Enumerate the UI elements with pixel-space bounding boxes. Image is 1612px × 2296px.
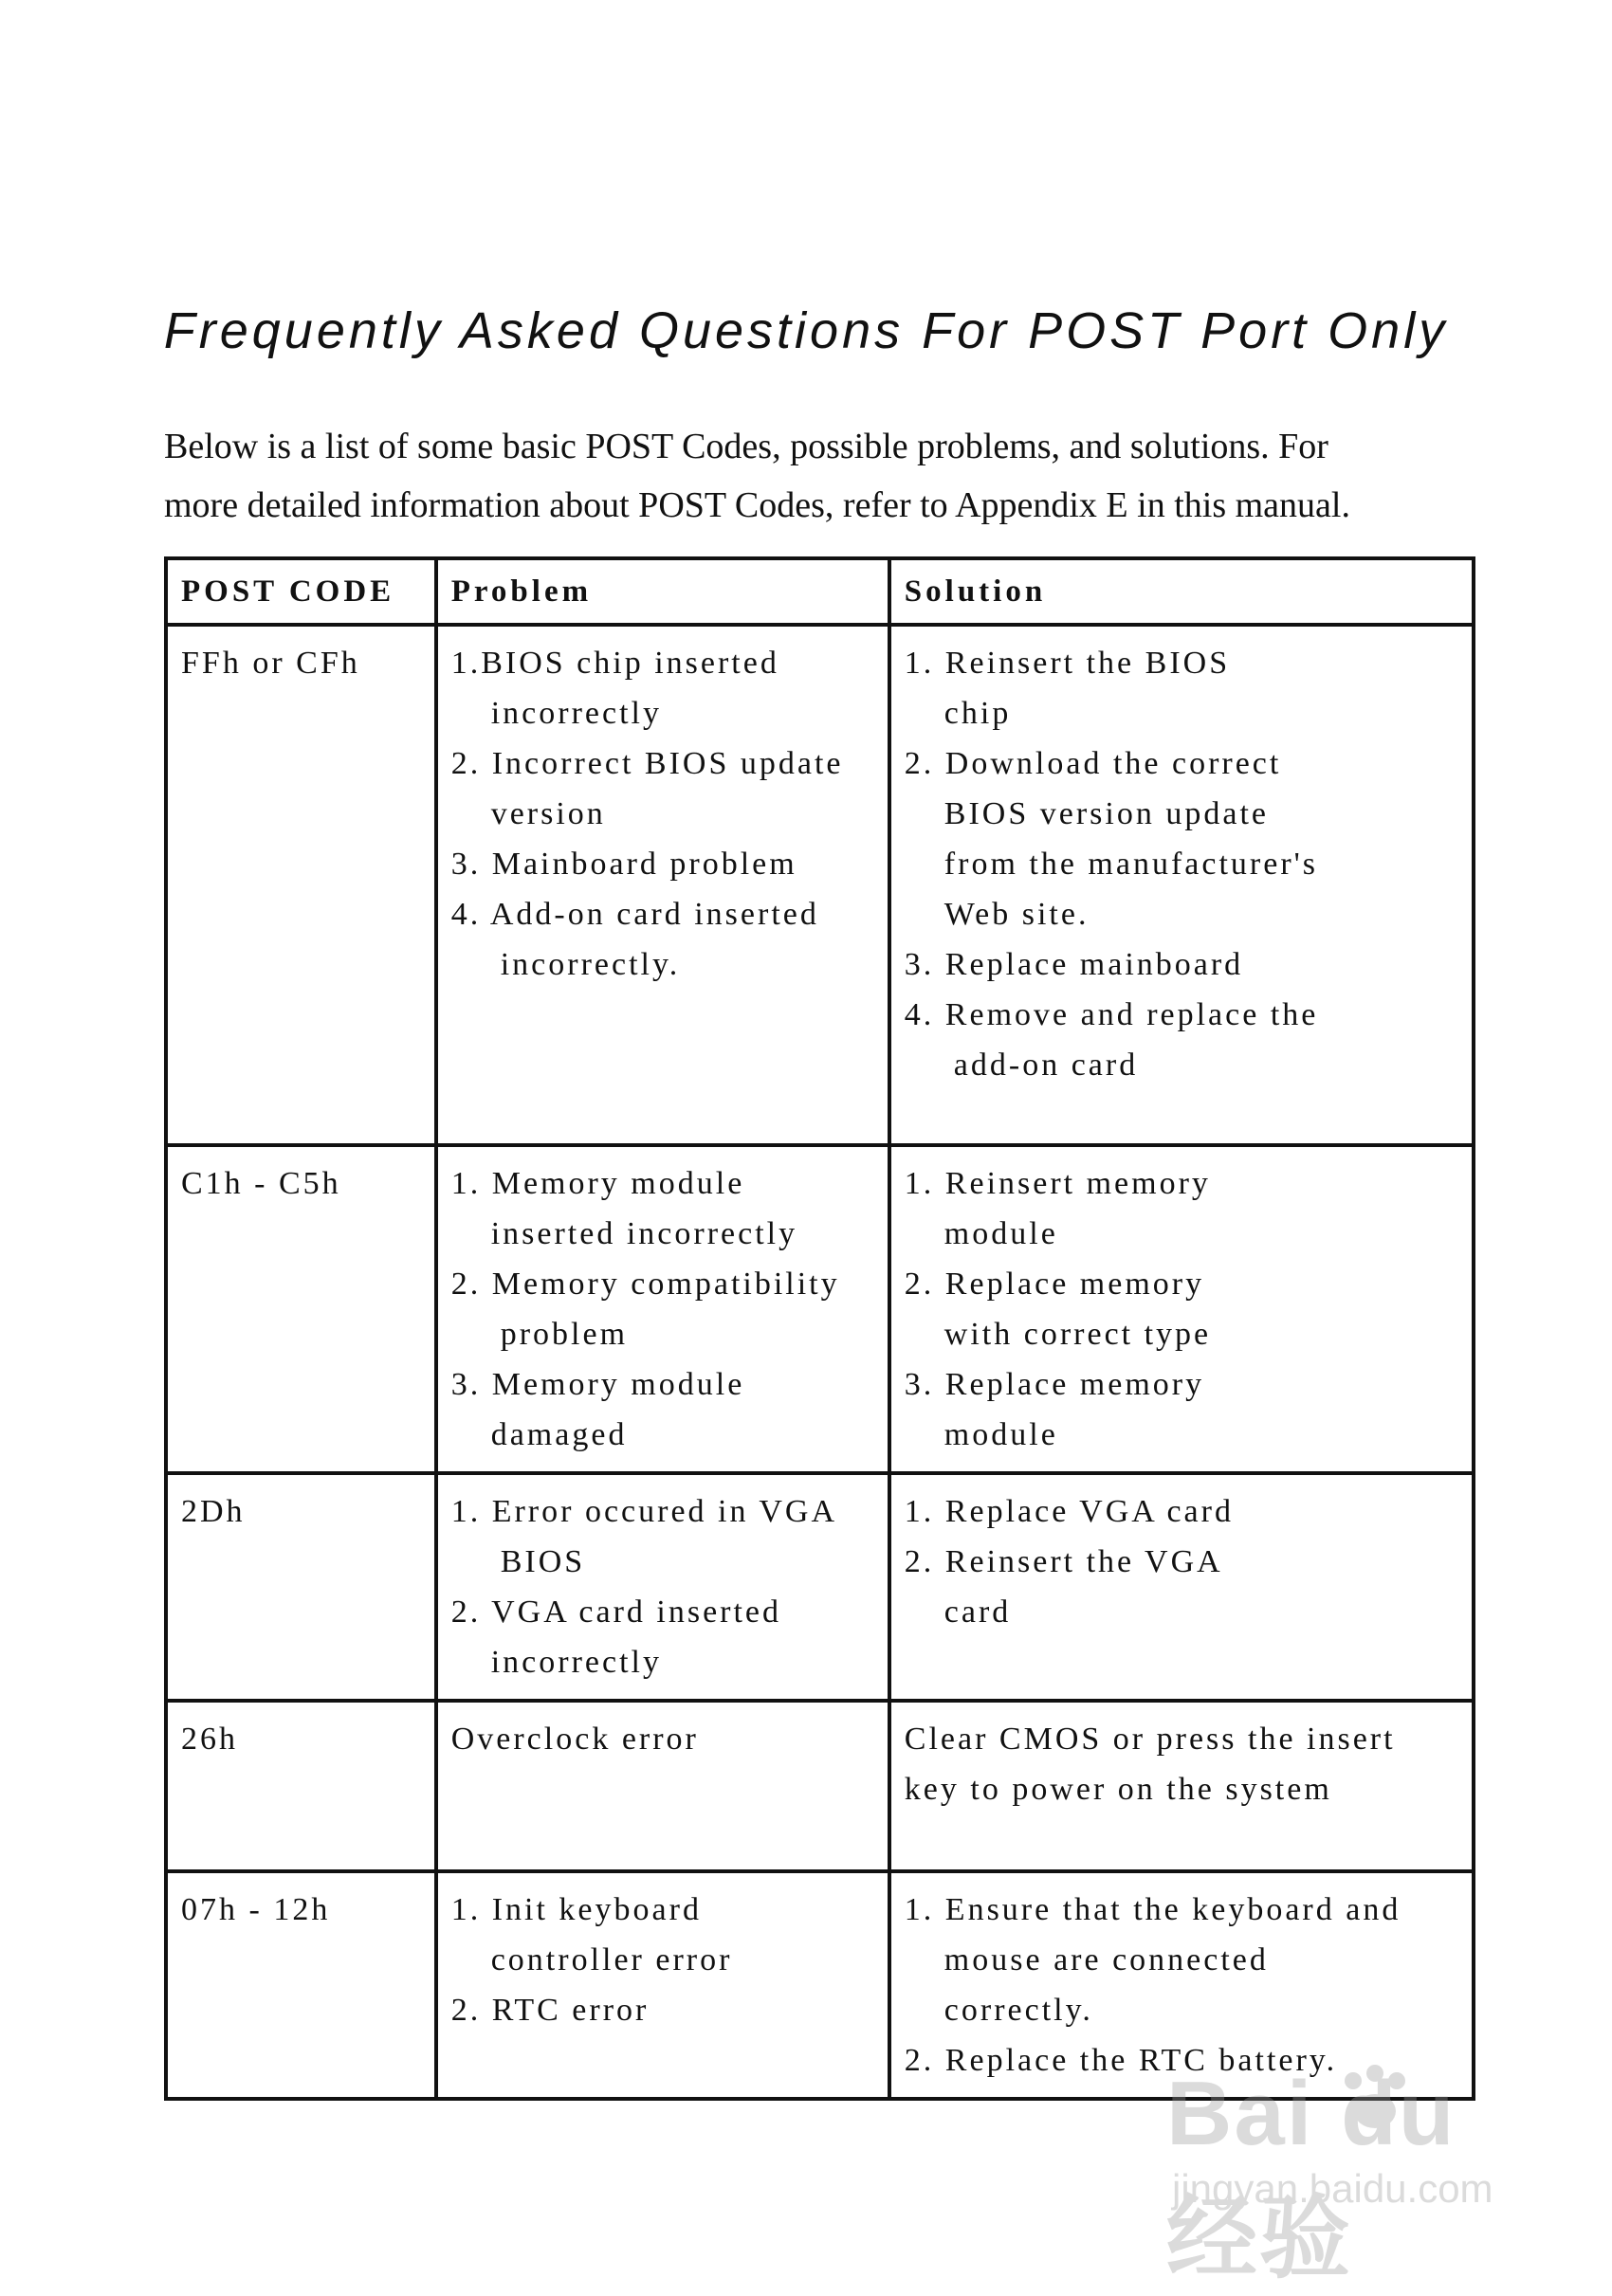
problem-line: 2. VGA card inserted (450, 1594, 782, 1630)
problem-line: 4. Add-on card inserted (450, 897, 819, 932)
problem-cell (436, 1701, 889, 1871)
solution-cell (889, 1701, 1474, 1871)
solution-line: key to power on the system (904, 1772, 1332, 1807)
post-code-value: 07h - 12h (181, 1892, 331, 1927)
problem-line: 3. Memory module (450, 1367, 745, 1402)
problem-cell (436, 1871, 889, 2099)
problem-line: 1. Error occured in VGA (450, 1494, 838, 1529)
solution-line: chip (943, 696, 1012, 731)
solution-line: Clear CMOS or press the insert (904, 1722, 1396, 1757)
solution-line: 2. Replace the RTC battery. (904, 2043, 1338, 2078)
header-post-code: POST CODE (166, 558, 436, 625)
problem-line: 1. Init keyboard (450, 1892, 702, 1927)
post-code-cell (166, 1145, 436, 1473)
table-row (166, 1145, 1474, 1473)
header-problem: Problem (436, 558, 889, 625)
solution-line: mouse are connected (943, 1942, 1269, 1977)
problem-line: 2. Memory compatibility (450, 1266, 840, 1302)
problem-line: 1. Memory module (450, 1166, 745, 1201)
intro-paragraph (164, 417, 1487, 535)
table-row (166, 1473, 1474, 1701)
watermark-brand: Bai du 经验 (1166, 2063, 1456, 2289)
page-title: Frequently Asked Questions For POST Port Only (163, 302, 1449, 359)
post-code-cell (166, 625, 436, 1145)
table-row (166, 625, 1474, 1145)
table-row (166, 1701, 1474, 1871)
problem-line: 2. Incorrect BIOS update (450, 746, 844, 781)
problem-cell (436, 1473, 889, 1701)
intro-line-1: Below is a list of some basic POST Codes, possible problems, and solutions. For (164, 427, 1328, 466)
solution-line: module (943, 1216, 1058, 1251)
solution-cell (889, 1145, 1474, 1473)
problem-line: version (490, 796, 606, 831)
baidu-watermark (1166, 2062, 1546, 2289)
post-code-cell (166, 1871, 436, 2099)
header-solution: Solution (889, 558, 1474, 625)
solution-line: 3. Replace mainboard (904, 947, 1244, 982)
solution-line: correctly. (943, 1993, 1093, 2028)
problem-line: 2. RTC error (450, 1993, 650, 2028)
problem-line: 1.BIOS chip inserted (450, 646, 779, 681)
problem-line: inserted incorrectly (490, 1216, 798, 1251)
solution-line: 1. Ensure that the keyboard and (904, 1892, 1401, 1927)
solution-line: card (943, 1594, 1012, 1630)
solution-line: 4. Remove and replace the (904, 997, 1319, 1032)
post-code-table (164, 556, 1475, 2101)
solution-cell (889, 625, 1474, 1145)
solution-line: add-on card (953, 1048, 1139, 1083)
watermark-url: jingyan.baidu.com (1172, 2166, 1493, 2211)
post-code-value: 26h (181, 1722, 238, 1757)
solution-line: from the manufacturer's (943, 847, 1319, 882)
solution-line: 3. Replace memory (904, 1367, 1205, 1402)
solution-line: BIOS version update (943, 796, 1269, 831)
solution-line: with correct type (943, 1317, 1212, 1352)
solution-line: 2. Replace memory (904, 1266, 1205, 1302)
intro-line-2: more detailed information about POST Codes, refer to Appendix E in this manual. (164, 485, 1350, 525)
post-code-value: 2Dh (181, 1494, 246, 1529)
solution-line: module (943, 1417, 1058, 1452)
paw-icon (1332, 2062, 1418, 2147)
solution-line: 2. Download the correct (904, 746, 1282, 781)
problem-line: controller error (490, 1942, 733, 1977)
problem-line: incorrectly. (500, 947, 681, 982)
solution-line: 1. Replace VGA card (904, 1494, 1234, 1529)
problem-cell (436, 625, 889, 1145)
problem-line: BIOS (500, 1544, 586, 1579)
problem-line: Overclock error (450, 1722, 699, 1757)
post-code-value: FFh or CFh (181, 646, 360, 681)
post-code-cell (166, 1701, 436, 1871)
post-code-value: C1h - C5h (181, 1166, 341, 1201)
problem-line: incorrectly (490, 1645, 662, 1680)
problem-cell (436, 1145, 889, 1473)
problem-line: incorrectly (490, 696, 662, 731)
solution-line: 1. Reinsert the BIOS (904, 646, 1231, 681)
solution-cell (889, 1473, 1474, 1701)
problem-line: 3. Mainboard problem (450, 847, 797, 882)
post-code-cell (166, 1473, 436, 1701)
table-header-row (166, 558, 1474, 625)
solution-line: 1. Reinsert memory (904, 1166, 1211, 1201)
solution-line: 2. Reinsert the VGA (904, 1544, 1223, 1579)
problem-line: problem (500, 1317, 629, 1352)
problem-line: damaged (490, 1417, 628, 1452)
solution-line: Web site. (943, 897, 1090, 932)
